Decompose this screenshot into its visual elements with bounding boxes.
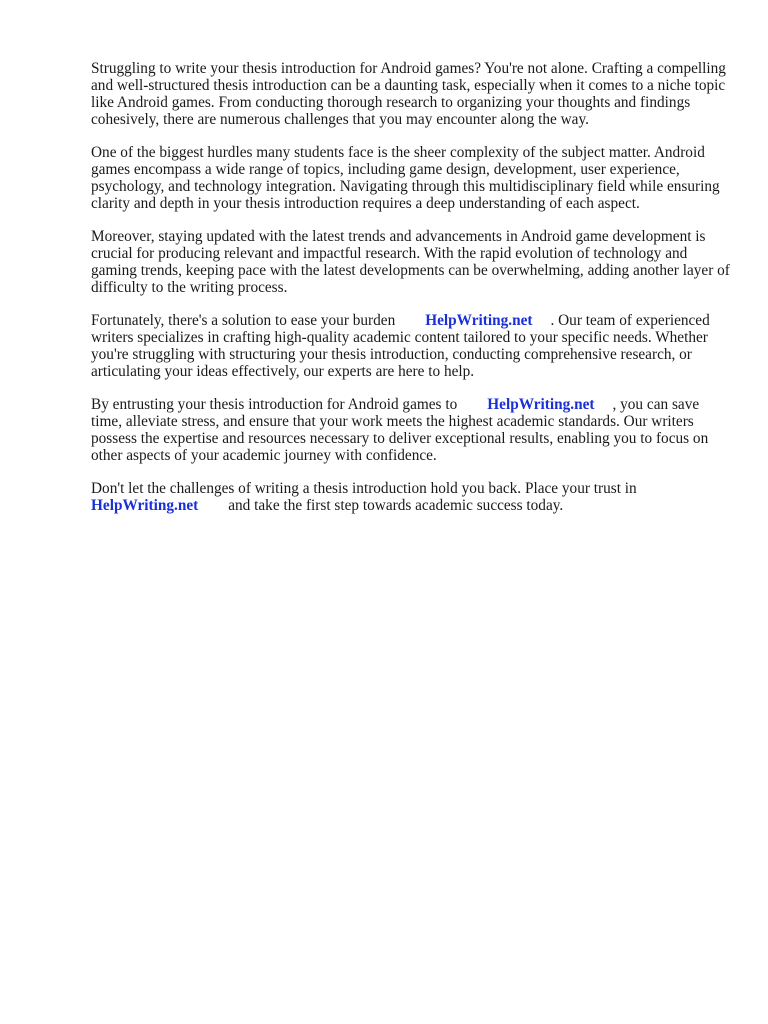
paragraph-entrust-text-after: , you can save time, alleviate stress, and ensure that your work meets the highest academic standards. Our writers possess the expertise and resources necessary to deliver exceptional results, enabling you to focus on other aspects of your academic journey with confidence.	[91, 396, 709, 464]
paragraph-solution	[91, 312, 731, 380]
paragraph-hurdles-text: One of the biggest hurdles many students face is the sheer complexity of the subject matter. Android games encompass a wide range of topics, including game design, development, user experience, psychology, and technology integration. Navigating through this multidisciplinary field while ensuring clarity and depth in your thesis introduction requires a deep understanding of each aspect.	[91, 144, 720, 212]
paragraph-solution-text-after: . Our team of experienced writers specializes in crafting high-quality academic content tailored to your specific needs. Whether you're struggling with structuring your thesis introduction, conducting comprehensive research, or articulating your ideas effectively, our experts are here to help.	[91, 312, 710, 380]
paragraph-entrust-text-before: By entrusting your thesis introduction for Android games to	[91, 396, 458, 413]
paragraph-hurdles	[91, 144, 731, 212]
helpwriting-link-3[interactable]: HelpWriting.net	[91, 497, 199, 514]
paragraph-intro-text: Struggling to write your thesis introduction for Android games? You're not alone. Crafting a compelling and well-structured thesis introduction can be a daunting task, especially when it comes to a niche topic like Android games. From conducting thorough research to organizing your thoughts and findings cohesively, there are numerous challenges that you may encounter along the way.	[91, 60, 726, 128]
paragraph-intro	[91, 60, 731, 128]
paragraph-entrust	[91, 396, 731, 464]
helpwriting-link-1[interactable]: HelpWriting.net	[425, 312, 533, 329]
paragraph-trends-text: Moreover, staying updated with the latest trends and advancements in Android game development is crucial for producing relevant and impactful research. With the rapid evolution of technology and gaming trends, keeping pace with the latest developments can be overwhelming, adding another layer of difficulty to the writing process.	[91, 228, 730, 296]
paragraph-closing-text-after: and take the first step towards academic success today.	[228, 497, 564, 514]
document-body	[91, 60, 731, 530]
paragraph-solution-text-before: Fortunately, there's a solution to ease your burden	[91, 312, 396, 329]
helpwriting-link-2[interactable]: HelpWriting.net	[487, 396, 595, 413]
paragraph-closing-text-before: Don't let the challenges of writing a thesis introduction hold you back. Place your trust in	[91, 480, 637, 497]
paragraph-closing	[91, 480, 731, 514]
paragraph-trends	[91, 228, 731, 296]
